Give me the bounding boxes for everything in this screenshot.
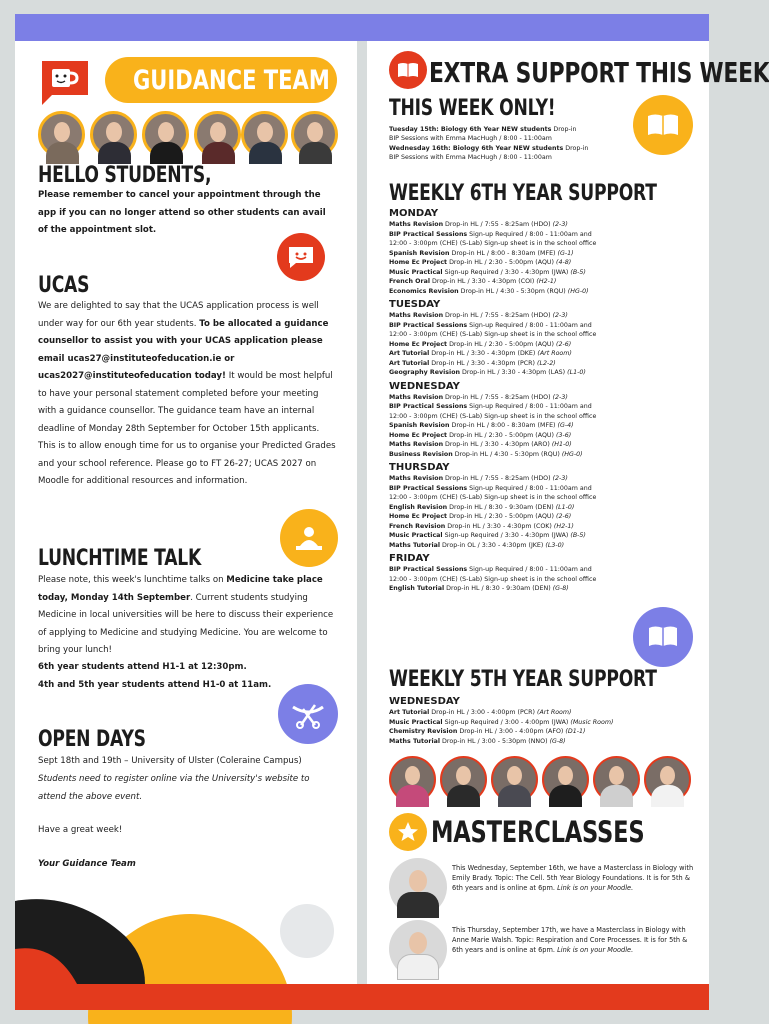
staff-photo <box>291 111 338 158</box>
week-item: Tuesday 15th: Biology 6th Year NEW students Drop-in <box>389 126 577 133</box>
extra-support-title: EXTRA SUPPORT THIS WEEK <box>429 56 769 89</box>
masterclasses-title: MASTERCLASSES <box>431 815 645 849</box>
schedule-entry: Maths Tutorial Drop-in OL / 3:30 - 4:30pm (JKE) (L3-0) <box>389 541 565 549</box>
schedule-entry: Home Ec Project Drop-in HL / 2:30 - 5:00pm (AQU) (3-6) <box>389 431 572 439</box>
ucas-body: We are delighted to say that the UCAS application process is well under way for our 6th year students. To be allocated a guidance counsellor to assist you with your UCAS application please email ucas27@instituteofeducation.ie or ucas2027@instituteofeducation today! It would be most helpful to have your personal statement completed before your meeting with a guidance counsellor. The guidance team have an internal deadline of Monday 28th September for October 15th applicants. This is to allow enough time for us to organise your Predicted Grades and your school reference. Please go to FT 26-27; UCAS 2027 on Moodle for additional resources and information. <box>38 301 336 486</box>
staff-photo <box>389 756 436 803</box>
lunchtime-4th5th: 4th and 5th year students attend H1-0 at 11am. <box>38 680 272 690</box>
staff-photo <box>142 111 189 158</box>
staff-photo <box>241 111 288 158</box>
week-item-detail: BIP Sessions with Emma MacHugh / 8:00 - 11:00am <box>389 153 552 161</box>
schedule-entry: BIP Practical Sessions Sign-up Required / 8:00 - 11:00am and <box>389 321 592 329</box>
schedule-entry: Music Practical Sign-up Required / 3:30 - 4:30pm (JWA) (B-5) <box>389 268 586 276</box>
staff-photo <box>542 756 589 803</box>
schedule-entry: Maths Revision Drop-in HL / 7:55 - 8:25am (HDO) (2-3) <box>389 475 568 482</box>
schedule-entry: Art Tutorial Drop-in HL / 3:30 - 4:30pm (DKE) (Art Room) <box>389 350 572 357</box>
week-item: Wednesday 16th: Biology 6th Year NEW students Drop-in <box>389 144 589 152</box>
this-week-only-title: THIS WEEK ONLY! <box>389 96 556 121</box>
chat-mug-icon <box>38 55 92 105</box>
schedule-entry: French Revision Drop-in HL / 3:30 - 4:30pm (COK) (H2-1) <box>389 522 574 530</box>
staff-photo <box>440 756 487 803</box>
schedule-entry: Spanish Revision Drop-in HL / 8:00 - 8:30am (MFE) (G-4) <box>389 422 574 429</box>
masterclass-1: This Wednesday, September 16th, we have a Masterclass in Biology with Emily Brady. Topic: The Cell. 5th Year Biology Foundations. It is for 5th & 6th years and is online at 6pm. Link is on your Moodle. <box>452 864 694 892</box>
schedule-entry: French Oral Drop-in HL / 3:30 - 4:30pm (COI) (H2-1) <box>389 278 557 285</box>
schedule-entry: English Revision Drop-in HL / 8:30 - 9:30am (DEN) (L1-0) <box>389 503 575 511</box>
schedule-entry: BIP Practical Sessions Sign-up Required / 8:00 - 11:00am and <box>389 230 592 238</box>
schedule-entry: Music Practical Sign-up Required / 3:30 - 4:30pm (JWA) (B-5) <box>389 532 586 539</box>
schedule-entry: Chemistry Revision Drop-in HL / 3:00 - 4:00pm (AFO) (D1-1) <box>389 728 586 735</box>
star-icon <box>389 813 427 851</box>
chat-smile-icon <box>277 233 325 281</box>
schedule-entry: Maths Revision Drop-in HL / 7:55 - 8:25am (HDO) (2-3) <box>389 393 568 401</box>
book-icon <box>389 51 427 89</box>
presenter-photo <box>389 920 447 978</box>
schedule-entry: BIP Practical Sessions Sign-up Required / 8:00 - 11:00am and <box>389 566 592 573</box>
bottom-color-bar <box>15 984 709 1010</box>
book-icon <box>633 607 693 667</box>
day-heading: MONDAY <box>389 208 439 219</box>
right-column <box>367 41 769 984</box>
weekly-5th-schedule <box>389 693 689 746</box>
staff-photo <box>644 756 691 803</box>
decorative-shapes <box>15 881 357 984</box>
signature: Your Guidance Team <box>38 859 136 869</box>
presenter-photo <box>389 858 447 916</box>
open-days-line: Sept 18th and 19th – University of Ulster (Coleraine Campus) <box>38 756 302 766</box>
counsellor-desk-icon <box>280 509 338 567</box>
schedule-entry: Geography Revision Drop-in HL / 3:30 - 4:30pm (LAS) (L1-0) <box>389 369 586 376</box>
schedule-entry: Music Practical Sign-up Required / 3:00 - 4:00pm (JWA) (Music Room) <box>389 718 614 726</box>
hello-body: Please remember to cancel your appointment through the app if you can no longer attend so other students can avail of the appointment slot. <box>38 190 326 235</box>
schedule-entry: Maths Revision Drop-in HL / 7:55 - 8:25am (HDO) (2-3) <box>389 312 568 319</box>
schedule-entry: 12:00 - 3:00pm (CHE) (S-Lab) Sign-up sheet is in the school office <box>389 575 597 583</box>
schedule-entry: Maths Revision Drop-in HL / 3:30 - 4:30pm (ARO) (H1-0) <box>389 441 572 448</box>
day-heading: FRIDAY <box>389 553 430 564</box>
schedule-entry: Home Ec Project Drop-in HL / 2:30 - 5:00pm (AQU) (4-8) <box>389 259 572 266</box>
lunchtime-6th: 6th year students attend H1-1 at 12:30pm. <box>38 662 247 672</box>
schedule-entry: Maths Revision Drop-in HL / 7:55 - 8:25am (HDO) (2-3) <box>389 221 568 228</box>
schedule-entry: Home Ec Project Drop-in HL / 2:30 - 5:00pm (AQU) (2-6) <box>389 513 572 520</box>
banner-title: GUIDANCE TEAM <box>133 64 330 96</box>
week-item-detail: BIP Sessions with Emma MacHugh / 8:00 - 11:00am <box>389 135 552 143</box>
schedule-entry: 12:00 - 3:00pm (CHE) (S-Lab) Sign-up sheet is in the school office <box>389 240 597 247</box>
schedule-entry: 12:00 - 3:00pm (CHE) (S-Lab) Sign-up sheet is in the school office <box>389 412 597 420</box>
schedule-entry: 12:00 - 3:00pm (CHE) (S-Lab) Sign-up sheet is in the school office <box>389 331 597 338</box>
schedule-entry: Art Tutorial Drop-in HL / 3:00 - 4:00pm (PCR) (Art Room) <box>389 709 572 716</box>
schedule-entry: BIP Practical Sessions Sign-up Required / 8:00 - 11:00am and <box>389 484 592 492</box>
schedule-entry: Business Revision Drop-in HL / 4:30 - 5:30pm (RQU) (HG-0) <box>389 450 583 458</box>
day-heading: THURSDAY <box>389 462 450 473</box>
schedule-entry: English Tutorial Drop-in HL / 8:30 - 9:30am (DEN) (G-8) <box>389 585 569 592</box>
schedule-entry: Spanish Revision Drop-in HL / 8:00 - 8:30am (MFE) (G-1) <box>389 249 574 257</box>
day-heading: WEDNESDAY <box>389 696 460 707</box>
day-heading: WEDNESDAY <box>389 380 460 392</box>
greeting: Have a great week! <box>38 825 123 835</box>
weekly-5th-title: WEEKLY 5TH YEAR SUPPORT <box>389 667 657 692</box>
day-heading: TUESDAY <box>389 299 441 310</box>
open-book-icon <box>633 95 693 155</box>
left-column <box>15 41 357 984</box>
ucas-title: UCAS <box>38 273 90 298</box>
staff-photo <box>38 111 85 158</box>
staff-photo <box>593 756 640 803</box>
weekly-6th-title: WEEKLY 6TH YEAR SUPPORT <box>389 181 657 206</box>
this-week-list <box>389 125 629 162</box>
open-days-note: Students need to register online via the University's website to attend the above event. <box>38 774 310 802</box>
schedule-entry: BIP Practical Sessions Sign-up Required / 8:00 - 11:00am and <box>389 403 592 410</box>
scissors-ribbon-icon <box>278 684 338 744</box>
schedule-entry: Economics Revision Drop-in HL / 4:30 - 5:30pm (RQU) (HG-0) <box>389 287 589 295</box>
staff-photo <box>90 111 137 158</box>
top-color-bar <box>15 14 709 41</box>
masterclass-2: This Thursday, September 17th, we have a Masterclass in Biology with Anne Marie Walsh. Topic: Respiration and Core Processes. It is for 5th & 6th years and is online at 6pm. Link is on your Moodle. <box>452 926 688 954</box>
lunchtime-body: Please note, this week's lunchtime talks on Medicine take place today, Monday 14th September. Current students studying Medicine in local universities will be here to discuss their experience of applying to Medicine and studying Medicine. You are welcome to bring your lunch! <box>38 575 334 655</box>
schedule-entry: Art Tutorial Drop-in HL / 3:30 - 4:30pm (PCR) (L2-2) <box>389 359 556 367</box>
hello-title: HELLO STUDENTS, <box>38 163 212 188</box>
lunchtime-title: LUNCHTIME TALK <box>38 546 202 571</box>
schedule-entry: 12:00 - 3:00pm (CHE) (S-Lab) Sign-up sheet is in the school office <box>389 494 597 501</box>
guidance-team-banner <box>105 57 337 103</box>
open-days-title: OPEN DAYS <box>38 727 146 752</box>
schedule-entry: Home Ec Project Drop-in HL / 2:30 - 5:00pm (AQU) (2-6) <box>389 340 572 348</box>
staff-photo <box>491 756 538 803</box>
schedule-entry: Maths Tutorial Drop-in HL / 3:00 - 5:30pm (NNO) (G-8) <box>389 737 566 745</box>
staff-photo <box>194 111 241 158</box>
weekly-6th-schedule <box>389 205 659 594</box>
